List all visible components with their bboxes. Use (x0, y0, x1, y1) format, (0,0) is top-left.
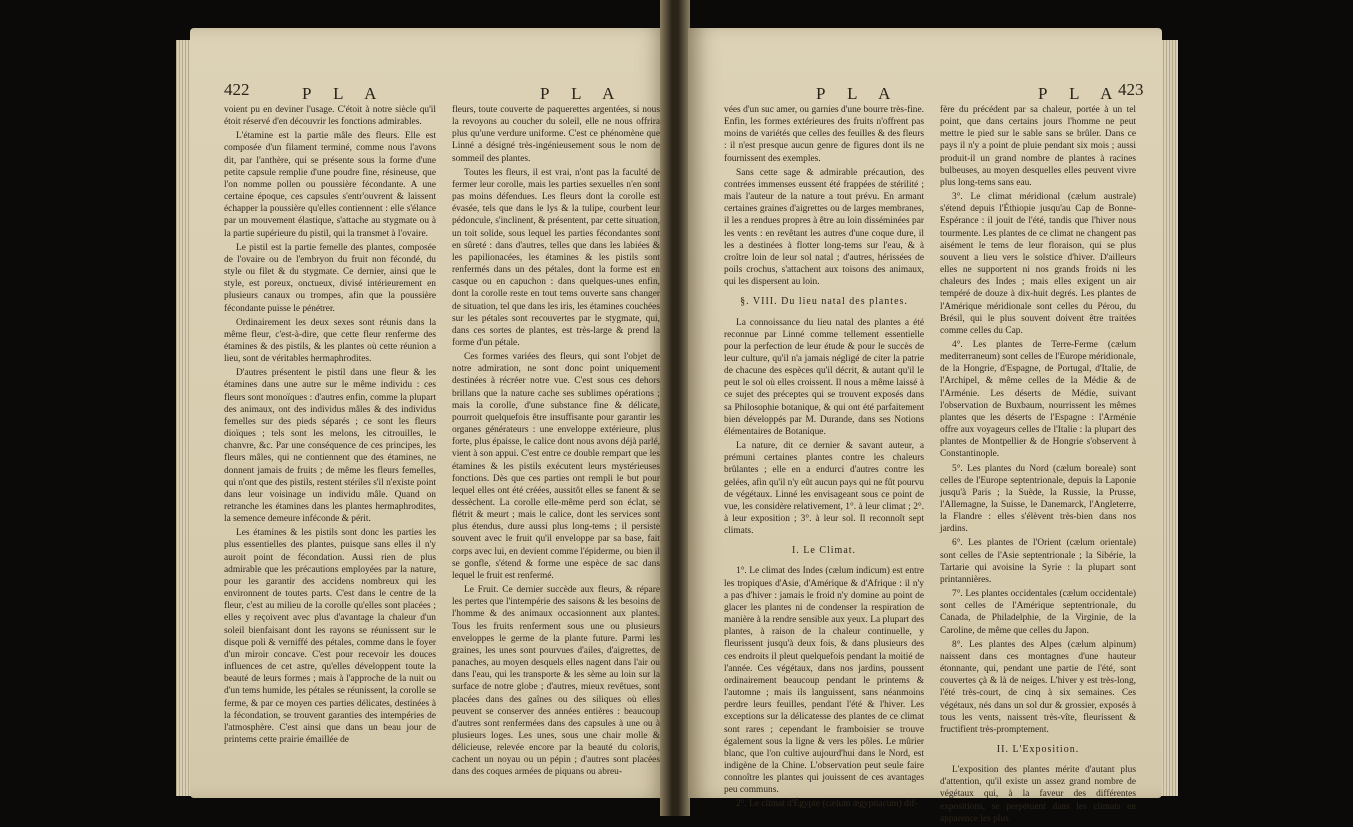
left-running-head-2: P L A (540, 84, 624, 103)
paragraph: 6°. Les plantes de l'Orient (cælum orientale) sont celles de l'Asie septentrionale ; la Sibérie, la Tartarie qui avoisine la Syrie : la plupart sont printannières. (940, 538, 1136, 585)
paragraph: 2°. Le climat d'Égypte (cælum ægyptiacum) dif- (736, 799, 918, 810)
paragraph: La connoissance du lieu natal des plantes a été reconnue par Linné comme tellement essentielle pour la perfection de leur étude & pour le succès de leur culture, qu'il n'a jamais négligé de citer la patrie de chacune des espèces qu'il décrit, & autant qu'il le peut le sol où elles croissent. Il nous a même laissé à ce sujet des préceptes qui se trouvent exposés dans sa Philosophie botanique, & qui ont été parfaitement bien développés par M. Durande, dans ses Notions élémentaires de Botanique. (724, 317, 924, 437)
left-running-head-1: P L A (302, 84, 386, 103)
left-page-number: 422 (224, 80, 250, 99)
paragraph: 4°. Les plantes de Terre-Ferme (cælum mediterraneum) sont celles de l'Europe méridionale, de la Hongrie, d'Espagne, de Portugal, d'Italie, de l'Archipel, & même celles de la Médie & de l'Arménie. Les déserts de Médie, suivant l'observation de Buxbaum, nourrissent les mêmes plantes que les déserts de l'Espagne : l'Arménie offre aux voyageurs celles de l'Italie : la plupart des plantes de Montpellier & de Hongrie s'observent à Constantinople. (940, 339, 1136, 460)
paragraph: Ordinairement les deux sexes sont réunis dans la même fleur, c'est-à-dire, que cette fleur renferme des étamines & des pistils, & les plantes où cette réunion a lieu, sont de véritables hermaphrodites. (224, 317, 436, 365)
right-page-number: 423 (1118, 80, 1144, 99)
paragraph: D'autres présentent le pistil dans une fleur & les étamines dans une autre sur le même individu : ces fleurs sont monoïques : d'autres enfin, comme la plupart des animaux, ont des individus mâles & des individus femelles sur des pieds séparés ; ce sont les fleurs dioïques ; tels sont les melons, les citrouilles, le chanvre, &c. Par une conséquence de ces principes, les fleurs mâles, qui ne contiennent que des étamines, ne donnent jamais de fruits ; de même les fleurs femelles, qui n'ont que des pistils, restent stériles s'il n'existe point dans leur voisinage un individu mâle. Quand on retranche les étamines dans les plantes hermaphrodites, la semence demeure inféconde & périt. (224, 368, 436, 525)
left-page (190, 28, 668, 798)
paragraph: voient pu en deviner l'usage. C'étoit à notre siècle qu'il étoit réservé d'en découvrir les fonctions admirables. (224, 105, 436, 128)
paragraph: Les étamines & les pistils sont donc les parties les plus essentielles des plantes, puisque sans elles il n'y auroit point de fécondation. Aussi rien de plus admirable que les précautions employées par la nature, pour les garantir des accidens nombreux qui les environnent de toutes parts. C'est dans le centre de la fleur, c'est au milieu de la corolle qu'elles sont placées ; elles y reçoivent avec plus d'avantage la chaleur d'un soleil bienfaisant dont les rayons se réunissent sur le disque poli & verniffé des pétales, comme dans le foyer d'un miroir concave. C'est pour recevoir les douces influences de cet astre, qu'elles développent toute la beauté de leurs formes ; mais à l'approche de la nuit ou d'un tems humide, les pétales se réunissent, la corolle se ferme, & par ce moyen ces parties délicates, destinées à la fécondation, se trouvent garanties des intempéries de l'atmosphère. C'est ainsi que dans un beau jour de printems cette prairie émaillée de (224, 528, 436, 745)
paragraph: 8°. Les plantes des Alpes (cælum alpinum) naissent dans ces montagnes d'une hauteur étonnante, qui, pendant une partie de l'été, sont couvertes çà & là de neiges. L'hiver y est très-long, l'été très-court, de cinq à six semaines. Ces végétaux, nés dans un sol dur & grossier, exposés à tous les vents, naissent très-vîte, fleurissent & fructifient très-promptement. (940, 639, 1136, 735)
paragraph: 1°. Le climat des Indes (cælum indicum) est entre les tropiques d'Asie, d'Amérique & d'Afrique : il n'y a pas d'hiver : jamais le froid n'y domine au point de glacer les plantes ni de condenser la respiration de manière à la rendre sensible aux yeux. La plupart des plantes, à raison de la chaleur continuelle, y fleurissent jusqu'à deux fois, & dans plusieurs des ces endroits il pleut quelquefois pendant la moitié de l'année. Ces végétaux, dans nos jardins, poussent ordinairement beaucoup pendant le printems & l'automne ; mais ils languissent, sans néanmoins perdre leurs feuilles, pendant l'été & l'hiver. Les exceptions sur la délicatesse des plantes de ce climat sont rares ; cependant le framboisier se trouve également sous la ligne & vers les pôles. Le mûrier blanc, que l'on cultive aujourd'hui dans le Nord, est indigène de la Chine. L'observation peut seule faire connoître les plantes qui jouissent de ces avantages peu communs. (724, 566, 924, 796)
paragraph: vées d'un suc amer, ou garnies d'une bourre très-fine. Enfin, les formes extérieures des fruits n'offrent pas moins de variétés que celles des feuilles & des fleurs : il n'est presque aucun genre de figures dont ils ne fournissent des exemples. (724, 105, 924, 164)
book-spine (660, 0, 690, 816)
paragraph: L'étamine est la partie mâle des fleurs. Elle est composée d'un filament terminé, comme nous l'avons dit, par l'anthère, qui se présente sous la forme d'une petite capsule remplie d'une poudre fine, résineuse, que l'on nomme pollen ou poussière fécondante. A une certaine époque, ces capsules s'entr'ouvrent & laissent échapper la poussière qu'elles contiennent : elle s'élance par un mouvement élastique, s'attache au stygmate ou à la partie supérieure du pistil, qui la transmet à l'ovaire. (224, 131, 436, 239)
paragraph: L'exposition des plantes mérite d'autant plus d'attention, qu'il existe un assez grand nombre de végétaux qui, à la faveur des différentes expositions, se perpétuent dans les climats en apparence les plus (940, 765, 1136, 824)
right-column-1 (724, 104, 924, 813)
left-column-2 (452, 104, 660, 781)
paragraph: fère du précédent par sa chaleur, portée à un tel point, que dans certains jours l'homme ne peut mettre le pied sur le sable sans se brûler. Dans ce pays il n'y a point de pluie pendant six mois ; aussi produit-il un grand nombre de plantes à racines bulbeuses, au moyen desquelles elles peuvent vivre plus long-tems sans eau. (940, 105, 1136, 188)
right-page-edges (1160, 40, 1178, 796)
paragraph: Ces formes variées des fleurs, qui sont l'objet de notre admiration, ne sont donc point uniquement destinées à récréer notre vue. C'est sous ces dehors brillans que la nature cache ses sublimes opérations ; mais la corolle, d'une substance fine & délicate, pourroit quelquefois être insuffisante pour garantir les organes générateurs : une enveloppe extérieure, plus forte, plus épaisse, le calice dont nous avons déjà parlé, vient à son appui. C'est entre ce double rempart que les étamines & les pistils exécutent leurs mystérieuses fonctions. Dès que ces parties ont rempli le but pour lequel elles ont été créées, aussitôt elles se fanent & se dessèchent. La corolle elle-même perd son éclat, se flétrit & meurt ; mais le calice, dont les services sont plus étendus, dure aussi plus long-tems ; il persiste souvent avec le fruit qu'il enveloppe par sa base, fait corps avec lui, en devient comme l'épiderme, ou bien il se gonfle, s'étend & forme une espèce de sac dans lequel le fruit est renfermé. (452, 352, 660, 581)
section-heading: §. VIII. Du lieu natal des plantes. (740, 296, 908, 308)
paragraph: fleurs, toute couverte de paquerettes argentées, si nous la revoyons au coucher du soleil, elle ne nous offrira plus qu'une verdure uniforme. C'est ce phénomène que Linné a désigné très-ingénieusement sous le nom de sommeil des plantes. (452, 105, 660, 164)
right-running-head-1: P L A (816, 84, 900, 103)
paragraph: 5°. Les plantes du Nord (cælum boreale) sont celles de l'Europe septentrionale, depuis la Laponie jusqu'à Paris ; la Suède, la Russie, la Prusse, l'Allemagne, la Suisse, le Danemarck, l'Angleterre, la Flandre : elles s'élèvent très-bien dans nos jardins. (940, 463, 1136, 535)
paragraph: Toutes les fleurs, il est vrai, n'ont pas la faculté de fermer leur corolle, mais les parties sexuelles n'en sont pas moins défendues. Les fleurs dont la corolle est évasée, tels que dans le lys & la tulipe, courbent leur pédoncule, s'inclinent, & présentent, par cette situation, un toit solide, sous lequel les parties fécondantes sont en sûreté : dans d'autres, telles que dans les labiées & les papilionacées, les étamines & les pistils sont renfermés dans un des pétales, dont la forme est en casque ou en capuchon : dans quelques-unes enfin, dont la corolle reste en tout tems ouverte sans changer de situation, tel que dans les iris, les étamines couchées sur les pétales sont recouvertes par le stygmate, qui, dans ces sortes de plantes, est très-large & prend la forme d'un pétale. (452, 167, 660, 348)
section-heading: II. L'Exposition. (996, 743, 1080, 755)
paragraph: Sans cette sage & admirable précaution, des contrées immenses eussent été frappées de stérilité ; mais l'auteur de la nature a tout prévu. En armant certaines graines d'aigrettes ou de larges membranes, il les a rendues propres à être au loin disséminées par les vents : en revêtant les autres d'une coque dure, il les a destinées à flotter long-tems sur l'eau, & à croître loin de leur sol natal ; d'autres, hérissées de poils crochus, s'attachent aux toisons des animaux, qui les dispersent au loin. (724, 167, 924, 288)
paragraph: La nature, dit ce dernier & savant auteur, a prémuni certaines plantes contre les chaleurs brûlantes ; elle en a endurci d'autres contre les gelées, afin qu'il n'y eût aucun pays qui ne fût pourvu de végétaux. Linné les envisageant sous ce point de vue, les considère relativement, 1°. à leur climat ; 2°. à leur exposition ; 3°. à leur sol. Il reconnoît sept climats. (724, 441, 924, 537)
left-column-1 (224, 104, 436, 748)
paragraph: 7°. Les plantes occidentales (cælum occidentale) sont celles de l'Amérique septentrionale, du Canada, de Philadelphie, de la Virginie, de la Caroline, de même que celles du Japon. (940, 589, 1136, 636)
right-page (688, 28, 1162, 824)
right-running-head-2: P L A (1038, 84, 1122, 103)
paragraph: Le Fruit. Ce dernier succède aux fleurs, & répare les pertes que l'intempérie des saisons & les besoins de l'homme & des animaux occasionnent aux plantes. Tous les fruits renferment sous une ou plusieurs enveloppes le germe de la plante future. Parmi les graines, les unes sont pourvues d'ailes, d'aigrettes, de panaches, au moyen desquels elles nagent dans l'air ou dans l'eau, qui les transporte & les sème au loin sur la surface de notre globe ; d'autres, mieux revêtues, sont placées dans des gaînes ou des siliques où elles peuvent se conserver des années entières : beaucoup d'autres sont renfermées dans des capsules à une ou à plusieurs loges. Les unes, sous une chair molle & délicieuse, relevée encore par la beauté du coloris, cachent un noyau ou un pépin ; d'autres sont placées dans des coques armées de piquans ou abreu- (452, 585, 660, 778)
paragraph: 3°. Le climat méridional (cælum australe) s'étend depuis l'Éthiopie jusqu'au Cap de Bonne-Espérance : il jouit de l'été, tandis que l'hiver nous tourmente. Les plantes de ce climat ne changent pas aisément le tems de leur floraison, qui se plus souvent a lieu vers le solstice d'hiver. D'ailleurs elles ne supportent ni nos grands froids ni les chaleurs des Indes ; mais elles exigent un air tempéré de douze à dix-huit degrés. Les plantes de l'Amérique méridionale sont celles du Pérou, du Brésil, qui le plus souvent doivent être traitées comme celles du Cap. (940, 192, 1136, 336)
paragraph: Le pistil est la partie femelle des plantes, composée de l'ovaire ou de l'embryon du fruit non fécondé, du style ou filet & du stygmate. Ce dernier, ainsi que le style, est poreux, onctueux, divisé intérieurement en plusieurs canaux ou trompes, afin que la poussière fécondante puisse le pénétrer. (224, 242, 436, 314)
section-heading: I. Le Climat. (791, 545, 857, 557)
right-column-2 (940, 104, 1136, 827)
